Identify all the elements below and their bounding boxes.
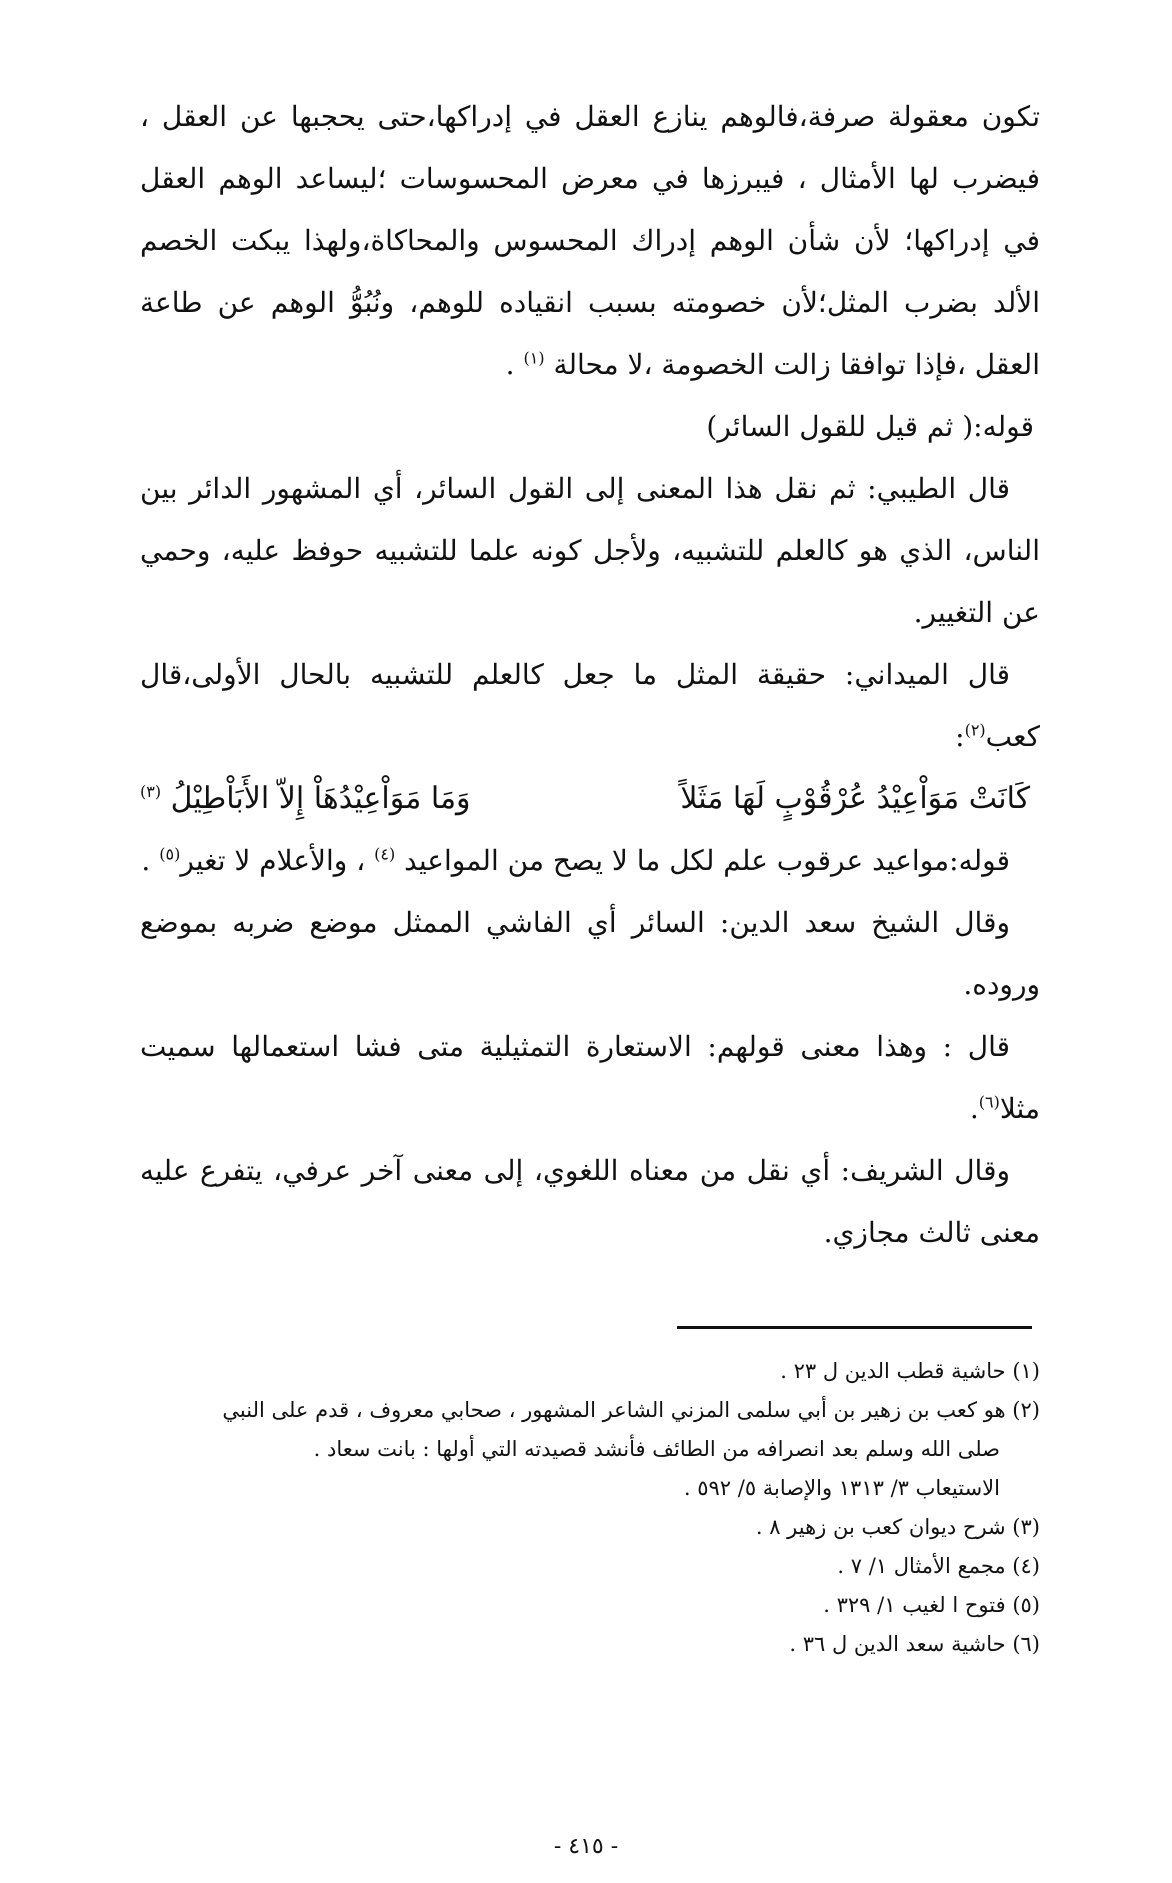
footnote-ref-5: (٥) [159,844,181,864]
poetry-verse [140,768,1040,830]
paragraph-5-end: . [141,844,160,877]
page-number: - ٤١٥ - [553,1834,619,1859]
footnote-2-continued: صلى الله وسلم بعد انصرافه من الطائف فأنشد قصيدته التي أولها : بانت سعاد . [313,1437,1000,1461]
footnote-ref-1: (١) [523,348,545,368]
paragraph-2-text: قوله:( ثم قيل للقول السائر) [706,410,1034,443]
paragraph-6-text: وقال الشيخ سعد الدين: السائر أي الفاشي الممثل موضع ضربه بموضع وروده. [140,906,1040,1001]
paragraph-1-text: تكون معقولة صرفة،فالوهم ينازع العقل في إدراكها،حتى يحجبها عن العقل ، فيضرب لها الأمثال ، فيبرزها في معرض المحسوسات ؛ليساعد الوهم العقل في إدراكها؛ لأن شأن الوهم إدراك المحسوس والمحاكاة،ولهذا يبكت الخصم الألد بضرب المثل؛لأن خصومته بسبب انقياده للوهم، ونُبُوُّ الوهم عن طاعة العقل ،فإذا توافقا زالت الخصومة ،لا محالة [140,100,1041,381]
footnote-6: (٦) حاشية سعد الدين ل ٣٦ . [789,1632,1040,1656]
page-body [140,86,1040,1264]
paragraph-8-text: وقال الشريف: أي نقل من معناه اللغوي، إلى معنى آخر عرفي، يتفرع عليه معنى ثالث مجازي. [140,1154,1040,1249]
footnote-ref-6: (٦) [978,1092,1000,1112]
paragraph-4-end: : [955,720,965,753]
verse-second-hemistich [140,768,471,830]
footnote-1: (١) حاشية قطب الدين ل ٢٣ . [780,1359,1040,1383]
footnote-2-source: الاستيعاب ٣/ ١٣١٣ والإصابة ٥/ ٥٩٢ . [683,1476,1000,1500]
paragraph-7-text: قال : وهذا معنى قولهم: الاستعارة التمثيلية متى فشا استعمالها سميت مثلا [140,1030,1040,1125]
verse-second-text: وَمَا مَوَاْعِيْدُهَاْ إِلاّ الأَبَاْطِيْلُ [170,781,471,816]
paragraph-4 [140,644,1040,768]
paragraph-5 [140,830,1040,892]
paragraph-5-mid: ، والأعلام لا تغير [180,844,375,877]
verse-first-hemistich: كَانَتْ مَوَاْعِيْدُ عُرْقُوْبٍ لَهَا مَثَلاً [680,781,1030,816]
paragraph-5-text: قوله:مواعيد عرقوب علم لكل ما لا يصح من المواعيد [404,844,1010,877]
paragraph-1 [140,86,1040,396]
paragraph-7 [140,1016,1040,1140]
footnotes [140,1352,1040,1664]
paragraph-2 [140,396,1040,458]
paragraph-3-text: قال الطيبي: ثم نقل هذا المعنى إلى القول السائر، أي المشهور الدائر بين الناس، الذي هو كالعلم للتشبيه، ولأجل كونه علما للتشبيه حوفظ عليه، وحمي عن التغيير. [140,472,1040,629]
footnote-separator [677,1326,1032,1329]
footnote-ref-4: (٤) [374,844,396,864]
main-text [140,86,1040,1264]
footnote-ref-2: (٢) [964,720,986,740]
footnote-3: (٣) شرح ديوان كعب بن زهير ٨ . [755,1515,1040,1539]
footnote-2: (٢) هو كعب بن زهير بن أبي سلمى المزني الشاعر المشهور ، صحابي معروف ، قدم على النبي [222,1398,1040,1422]
footnote-ref-3: (٣) [140,782,162,801]
footnote-4: (٤) مجمع الأمثال ١/ ٧ . [837,1554,1040,1578]
footnote-5: (٥) فتوح ا لغيب ١/ ٣٢٩ . [823,1593,1040,1617]
paragraph-6 [140,892,1040,1016]
paragraph-7-end: . [969,1092,979,1125]
paragraph-1-end: . [505,348,524,381]
paragraph-3 [140,458,1040,644]
paragraph-8 [140,1140,1040,1264]
paragraph-4-text: قال الميداني: حقيقة المثل ما جعل كالعلم للتشبيه بالحال الأولى،قال كعب [140,658,1040,753]
